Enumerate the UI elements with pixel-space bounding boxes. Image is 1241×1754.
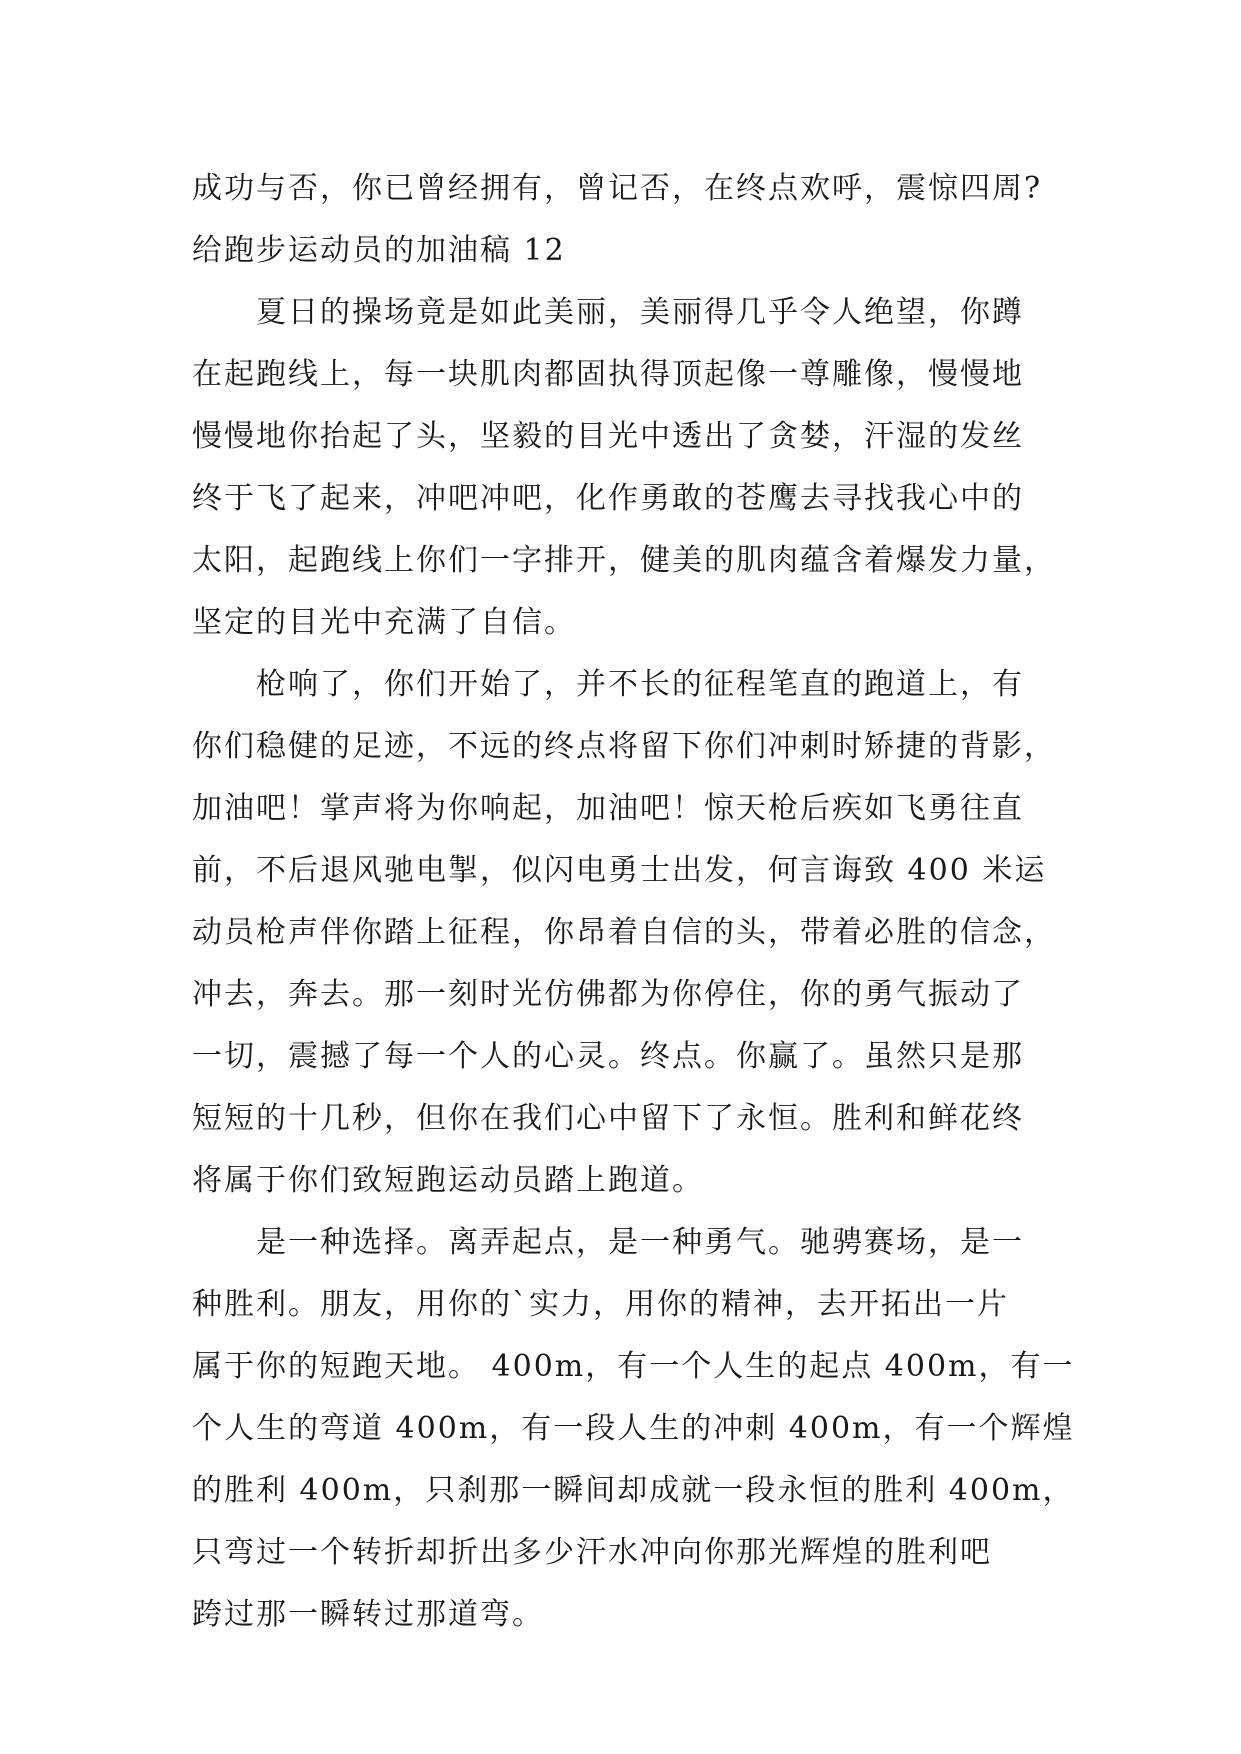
text-line: 前，不后退风驰电掣，似闪电勇士出发，何言诲致 400 米运 bbox=[192, 853, 1047, 888]
paragraph-first-line: 夏日的操场竟是如此美丽，美丽得几乎令人绝望，你蹲 bbox=[256, 295, 1024, 330]
text-line: 的胜利 400m，只刹那一瞬间却成就一段永恒的胜利 400m， bbox=[192, 1473, 1075, 1508]
text-line: 在起跑线上，每一块肌肉都固执得顶起像一尊雕像，慢慢地 bbox=[192, 357, 1024, 392]
text-line: 种胜利。朋友，用你的`实力，用你的精神，去开拓出一片 bbox=[192, 1287, 1009, 1322]
body-text bbox=[192, 158, 1075, 1646]
text-line: 动员枪声伴你踏上征程，你昂着自信的头，带着必胜的信念， bbox=[192, 915, 1056, 950]
text-line: 冲去，奔去。那一刻时光仿佛都为你停住，你的勇气振动了 bbox=[192, 977, 1024, 1012]
paragraph-first-line: 是一种选择。离弄起点，是一种勇气。驰骋赛场，是一 bbox=[256, 1225, 1024, 1260]
text-line: 终于飞了起来，冲吧冲吧，化作勇敢的苍鹰去寻找我心中的 bbox=[192, 481, 1024, 516]
section-heading: 给跑步运动员的加油稿 12 bbox=[192, 233, 566, 268]
text-line: 你们稳健的足迹，不远的终点将留下你们冲刺时矫捷的背影， bbox=[192, 729, 1056, 764]
text-line: 坚定的目光中充满了自信。 bbox=[192, 605, 576, 640]
text-line: 太阳，起跑线上你们一字排开，健美的肌肉蕴含着爆发力量， bbox=[192, 543, 1056, 578]
text-line: 一切，震撼了每一个人的心灵。终点。你赢了。虽然只是那 bbox=[192, 1039, 1024, 1074]
text-line: 慢慢地你抬起了头，坚毅的目光中透出了贪婪，汗湿的发丝 bbox=[192, 419, 1024, 454]
text-line: 个人生的弯道 400m，有一段人生的冲刺 400m，有一个辉煌 bbox=[192, 1411, 1075, 1446]
text-line: 属于你的短跑天地。 400m，有一个人生的起点 400m，有一 bbox=[192, 1349, 1075, 1384]
text-line: 将属于你们致短跑运动员踏上跑道。 bbox=[192, 1163, 704, 1198]
text-line: 加油吧！掌声将为你响起，加油吧！惊天枪后疾如飞勇往直 bbox=[192, 791, 1024, 826]
text-line: 只弯过一个转折却折出多少汗水冲向你那光辉煌的胜利吧 bbox=[192, 1535, 992, 1570]
text-line: 跨过那一瞬转过那道弯。 bbox=[192, 1597, 544, 1632]
paragraph-first-line: 枪响了，你们开始了，并不长的征程笔直的跑道上，有 bbox=[256, 667, 1024, 702]
text-line: 成功与否，你已曾经拥有，曾记否，在终点欢呼，震惊四周? bbox=[192, 171, 1043, 206]
text-line: 短短的十几秒，但你在我们心中留下了永恒。胜利和鲜花终 bbox=[192, 1101, 1024, 1136]
